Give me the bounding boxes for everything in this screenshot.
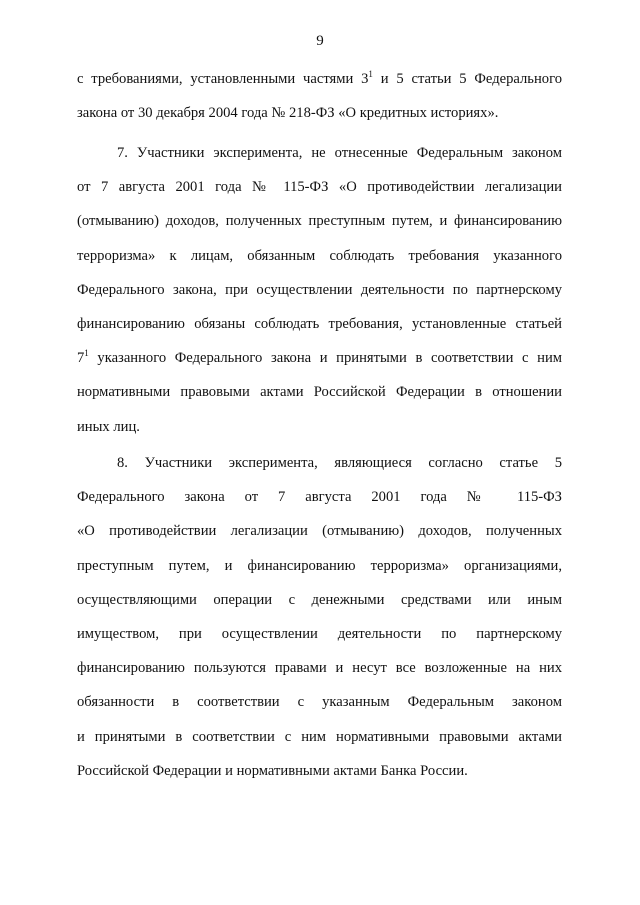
line-text: финансированию пользуются правами и несут все возложенные на них xyxy=(77,660,562,677)
text-line xyxy=(77,136,562,170)
line-text: осуществляющими операции с денежными средствами или иным xyxy=(77,591,562,608)
line-text: от 7 августа 2001 года № 115-ФЗ «О противодействии легализации xyxy=(77,179,562,196)
text-line xyxy=(77,446,562,480)
line-text: иных лиц. xyxy=(77,418,140,435)
line-text: Федерального закона, при осуществлении деятельности по партнерскому xyxy=(77,281,562,298)
line-text-continued: указанного Федерального закона и принятыми в соответствии с ним xyxy=(88,350,562,367)
text-line xyxy=(77,307,562,341)
line-text: Российской Федерации и нормативными актами Банка России. xyxy=(77,762,468,779)
line-text: 7. Участники эксперимента, не отнесенные Федеральным законом xyxy=(117,145,562,161)
line-text: обязанности в соответствии с указанным Федеральным законом xyxy=(77,694,562,711)
text-line xyxy=(77,341,562,375)
text-line xyxy=(77,375,562,409)
line-text: (отмыванию) доходов, полученных преступным путем, и финансированию xyxy=(77,213,562,230)
text-line xyxy=(77,583,562,617)
page-number: 9 xyxy=(316,33,324,49)
paragraph-1 xyxy=(77,62,562,130)
line-text: 8. Участники эксперимента, являющиеся согласно статье 5 xyxy=(117,455,562,471)
line-text-continued: и 5 статьи 5 Федерального xyxy=(372,71,562,87)
line-text: Федерального закона от 7 августа 2001 года № 115-ФЗ xyxy=(77,489,562,506)
text-line xyxy=(77,62,562,96)
line-text: имуществом, при осуществлении деятельности по партнерскому xyxy=(77,625,562,642)
text-line xyxy=(77,651,562,685)
text-line xyxy=(77,685,562,719)
line-text: закона от 30 декабря 2004 года № 218-ФЗ «О кредитных историях». xyxy=(77,105,499,122)
line-text: преступным путем, и финансированию терроризма» организациями, xyxy=(77,557,562,574)
text-line xyxy=(77,204,562,238)
line-text: с требованиями, установленными частями 3 xyxy=(77,71,369,87)
text-line xyxy=(77,754,562,788)
text-line xyxy=(77,720,562,754)
line-text: нормативными правовыми актами Российской Федерации в отношении xyxy=(77,384,562,401)
text-line xyxy=(77,239,562,273)
line-text: и принятыми в соответствии с ним нормативными правовыми актами xyxy=(77,728,562,745)
paragraph-8 xyxy=(77,446,562,788)
text-line xyxy=(77,480,562,514)
text-line xyxy=(77,549,562,583)
text-line xyxy=(77,96,562,130)
line-text: финансированию обязаны соблюдать требования, установленные статьей xyxy=(77,315,562,332)
line-text: «О противодействии легализации (отмыванию) доходов, полученных xyxy=(77,523,562,540)
text-line xyxy=(77,617,562,651)
superscript: 1 xyxy=(368,69,373,79)
line-text: терроризма» к лицам, обязанным соблюдать требования указанного xyxy=(77,247,562,264)
text-line xyxy=(77,514,562,548)
superscript: 1 xyxy=(84,348,89,359)
line-text: 7 xyxy=(77,350,85,367)
paragraph-7 xyxy=(77,136,562,444)
text-line xyxy=(77,410,562,444)
text-line xyxy=(77,273,562,307)
text-line xyxy=(77,170,562,204)
